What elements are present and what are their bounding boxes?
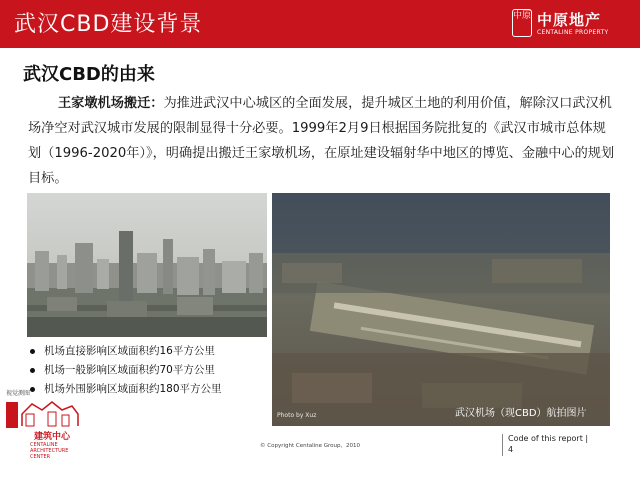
footer-divider: [502, 434, 503, 456]
list-item: [30, 361, 270, 380]
logo-name: 建筑中心: [34, 432, 71, 442]
page-number: 4: [508, 445, 514, 454]
city-skyline-photo: [27, 193, 267, 337]
logo-name-en: CENTALINE PROPERTY: [537, 29, 609, 36]
body-text: 为推进武汉中心城区的全面发展，提升城区土地的利用价值，解除汉口武汉机场净空对武汉城市发展的限制显得十分必要。1999年2月9日根据国务院批复的《武汉市城市总体规划（1996-2020年）》，明确提出搬迁王家墩机场，在原址建设辐射华中地区的博览、金融中心的规划目标。: [28, 96, 615, 186]
list-item: [30, 342, 270, 361]
centaline-logo: [512, 9, 630, 39]
logo-small-text: 视觉测图: [6, 390, 31, 397]
logo-mark: 中原: [512, 9, 532, 37]
photo-caption: 武汉机场（现CBD）航拍图片: [455, 408, 587, 419]
list-item-text: 机场直接影响区域面积约16平方公里: [44, 345, 215, 357]
copyright-text: © Copyright Centaline Group，2010: [260, 443, 361, 449]
report-code: [508, 433, 598, 455]
bullet-icon: [30, 349, 35, 354]
report-code-label: Code of this report |: [508, 434, 589, 443]
body-paragraph: [28, 91, 618, 191]
slide-title: 武汉CBD建设背景: [14, 12, 203, 37]
title-bar: [0, 0, 640, 48]
architecture-center-logo: [4, 388, 82, 460]
body-lead: 王家墩机场搬迁：: [58, 96, 164, 111]
list-item-text: 机场外围影响区域面积约180平方公里: [44, 383, 222, 395]
section-subtitle: 武汉CBD的由来: [23, 64, 155, 85]
photo-credit: Photo by Xuz: [277, 412, 317, 419]
list-item-text: 机场一般影响区域面积约70平方公里: [44, 364, 215, 376]
airport-aerial-photo: [272, 193, 610, 426]
logo-name-cn: 中原地产: [537, 11, 602, 29]
bullet-icon: [30, 368, 35, 373]
logo-sub: CENTALINE ARCHITECTURE CENTER: [30, 442, 69, 460]
